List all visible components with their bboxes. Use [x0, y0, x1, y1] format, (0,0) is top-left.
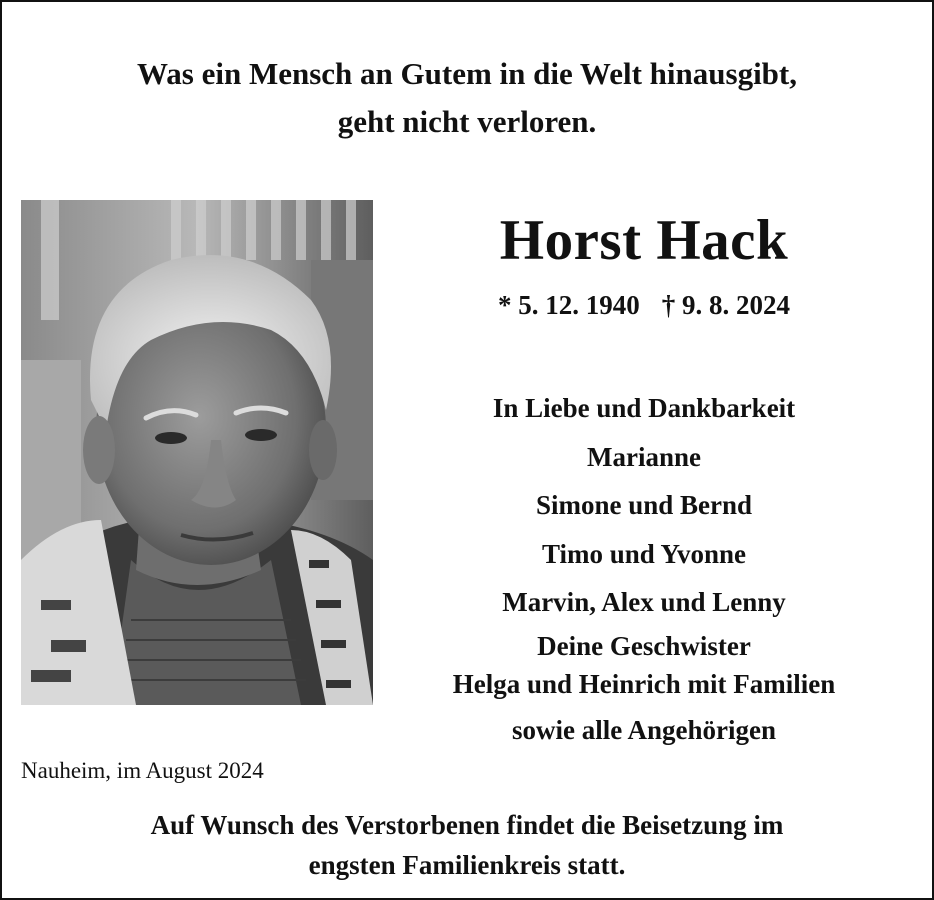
burial-note [2, 805, 932, 885]
birth-date: * 5. 12. 1940 [498, 290, 640, 320]
burial-note-line-1: Auf Wunsch des Verstorbenen findet die Beisetzung im [150, 810, 784, 840]
portrait-photo [21, 200, 373, 705]
quote-line-2: geht nicht verloren. [337, 104, 597, 139]
mourner-line: Simone und Bernd [535, 490, 753, 520]
mourner-line: Timo und Yvonne [541, 538, 747, 569]
portrait-image [21, 200, 373, 705]
quote-line-1: Was ein Mensch an Gutem in die Welt hinausgibt, [136, 56, 797, 91]
life-dates [374, 287, 914, 323]
mourner-line: In Liebe und Dankbarkeit [492, 393, 796, 423]
mourner-line: Marianne [587, 441, 701, 472]
mourners-list [374, 384, 914, 757]
burial-note-line-2: engsten Familienkreis statt. [308, 850, 626, 880]
mourner-line: Helga und Heinrich mit Familien [452, 668, 836, 699]
deceased-name: Horst Hack [499, 209, 789, 272]
memorial-quote [2, 50, 932, 146]
death-date: † 9. 8. 2024 [661, 290, 790, 320]
mourner-line: Deine Geschwister [537, 630, 751, 661]
mourner-line: Marvin, Alex und Lenny [502, 587, 786, 617]
place-and-date: Nauheim, im August 2024 [21, 758, 264, 783]
mourner-line: sowie alle Angehörigen [512, 714, 776, 745]
